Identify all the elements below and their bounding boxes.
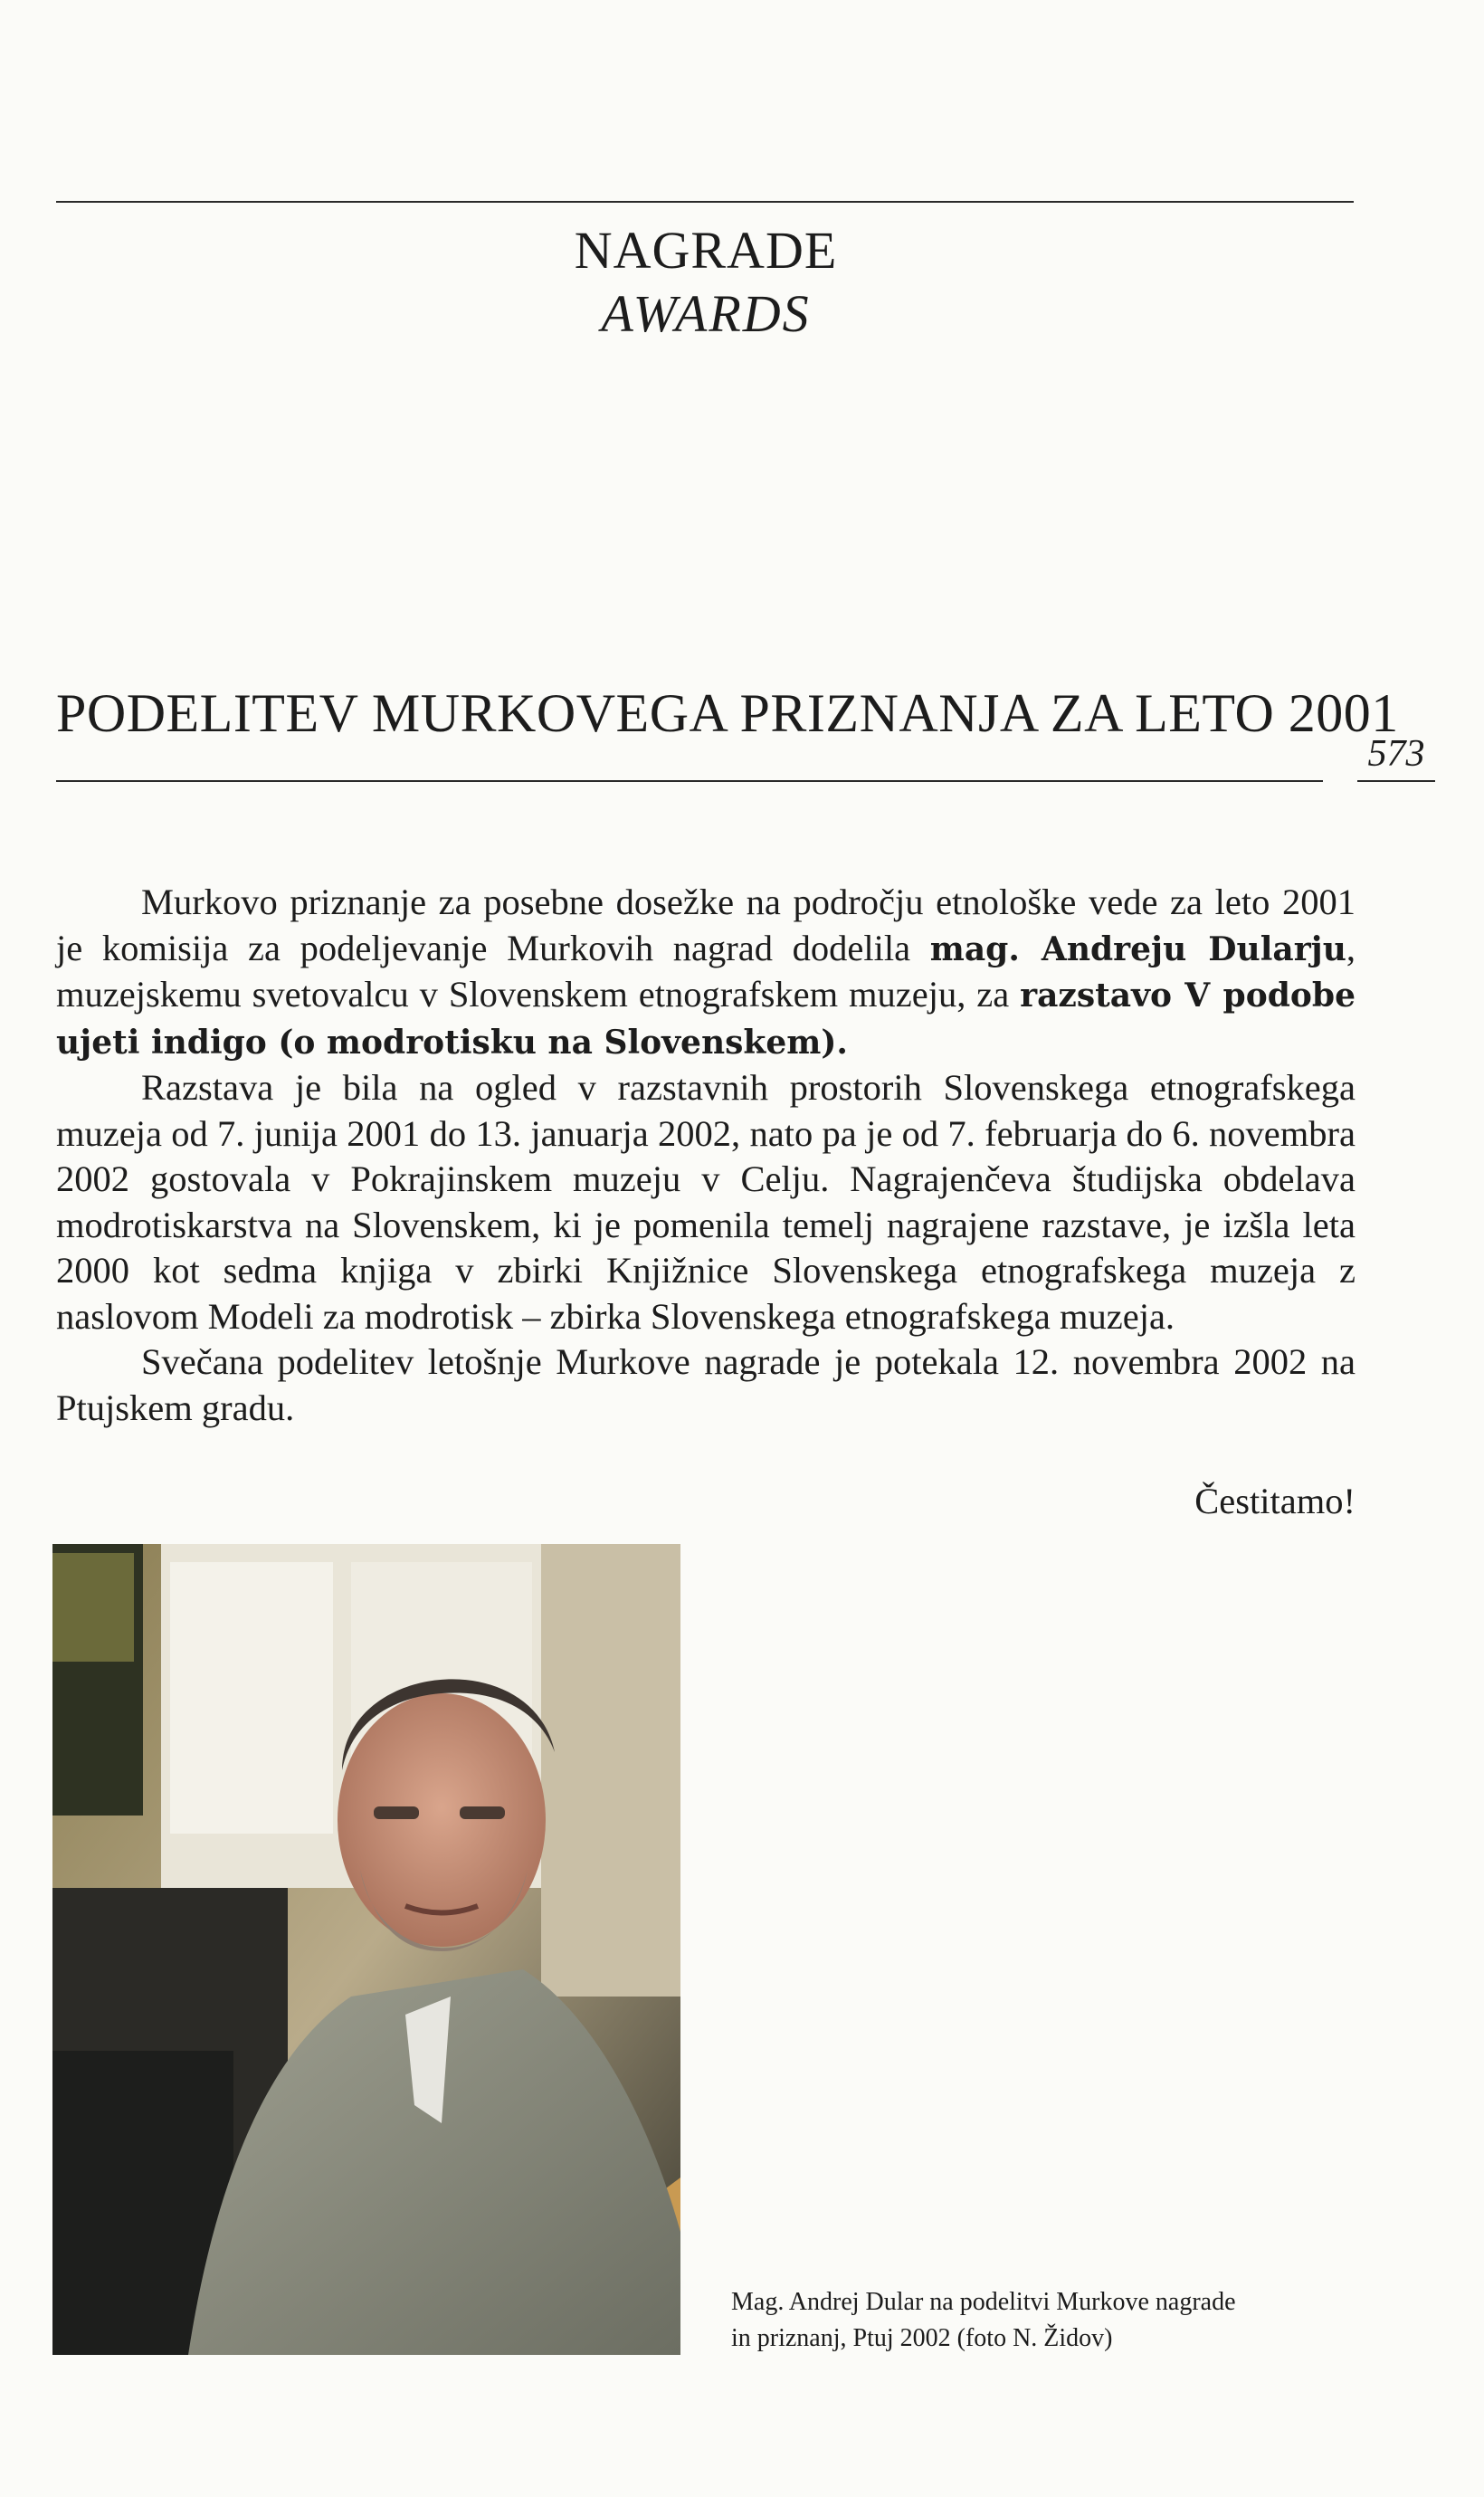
article-title: PODELITEV MURKOVEGA PRIZNANJA ZA LETO 2001 [56, 683, 1399, 743]
exhibition-title: razstavo V podobe ujeti indigo (o modrotisku na Slovenskem). [56, 977, 1356, 1062]
article-body [56, 880, 1356, 1431]
top-divider [56, 201, 1354, 203]
paragraph-1-text-a: Murkovo priznanje za posebne dosežke na področju etnološke vede za leto 2001 je komisija za podeljevanje Murkovih nagrad dodelila [56, 882, 1356, 968]
title-divider [56, 780, 1323, 782]
congratulations: Čestitamo! [1194, 1481, 1356, 1521]
paragraph-1-text-c: , muzejskemu svetovalcu v Slovenskem etnografskem muzeju, za [56, 927, 1356, 1015]
page-number-underline [1357, 780, 1435, 782]
paragraph-1 [56, 880, 1356, 1065]
page-number: 573 [1367, 733, 1425, 775]
awardee-name: mag. Andreju Dularju [929, 929, 1346, 968]
caption-line-1: Mag. Andrej Dular na podelitvi Murkove nagrade [731, 2288, 1236, 2316]
paragraph-3: Svečana podelitev letošnje Murkove nagrade je potekala 12. novembra 2002 na Ptujskem gradu. [56, 1341, 1356, 1428]
section-heading-slovene: NAGRADE [574, 221, 838, 280]
caption-line-2: in priznanj, Ptuj 2002 (foto N. Židov) [731, 2324, 1113, 2352]
awardee-photo [52, 1544, 680, 2355]
photo-caption [731, 2284, 1383, 2357]
section-heading-english: AWARDS [601, 284, 811, 343]
paragraph-2: Razstava je bila na ogled v razstavnih prostorih Slovenskega etnografskega muzeja od 7. junija 2001 do 13. januarja 2002, nato pa je od 7. februarja do 6. novembra 2002 gostovala v Pokrajinskem muzeju v Celju. Nagrajenčeva študijska obdelava modrotiskarstva na Slovenskem, ki je pomenila temelj nagrajene razstave, je izšla leta 2000 kot sedma knjiga v zbirki Knjižnice Slovenskega etnografskega muzeja z naslovom Modeli za modrotisk – zbirka Slovenskega etnografskega muzeja. [56, 1067, 1356, 1337]
